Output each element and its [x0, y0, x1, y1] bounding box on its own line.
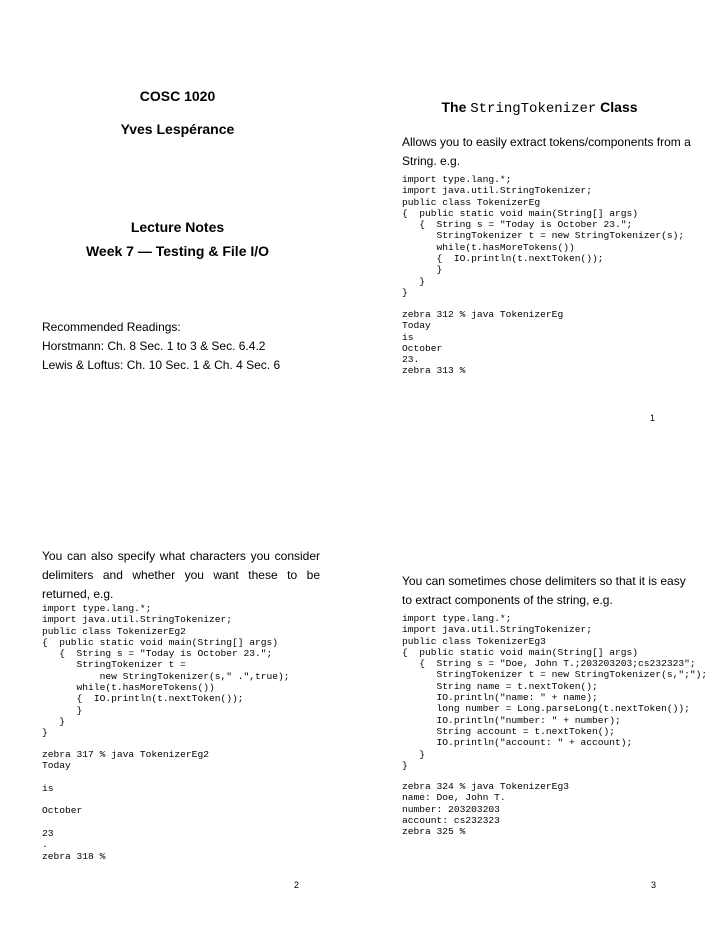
output-line: zebra 325 %	[402, 826, 466, 838]
output-line: is	[402, 331, 414, 343]
code-line: }	[42, 715, 66, 727]
slide3-output	[402, 781, 569, 837]
slide1-title	[402, 98, 677, 118]
output-line: Today	[42, 760, 71, 772]
slide3-intro: You can sometimes chose delimiters so that it is easy to extract components of the string, e.g.	[402, 574, 686, 607]
code-line: import type.lang.*;	[402, 174, 512, 185]
output-line: zebra 318 %	[42, 850, 106, 862]
slide1-title-pre: The	[441, 99, 467, 115]
code-line: public class TokenizerEg2	[42, 625, 186, 637]
page-number-1: 1	[650, 413, 656, 423]
code-line: }	[402, 275, 426, 287]
code-line: IO.println("account: " + account);	[402, 737, 633, 749]
week-title: Week 7 — Testing & File I/O	[85, 243, 270, 259]
output-line: is	[42, 782, 54, 794]
output-line: October	[402, 342, 443, 354]
output-line: name: Doe, John T.	[402, 792, 506, 804]
code-line: StringTokenizer t =	[42, 659, 186, 671]
output-line: zebra 313 %	[402, 365, 466, 377]
code-line: { IO.println(t.nextToken());	[42, 693, 244, 705]
code-line: }	[402, 759, 408, 771]
code-line: { IO.println(t.nextToken());	[402, 253, 604, 265]
code-line: String account = t.nextToken();	[402, 725, 616, 737]
recommended-readings	[42, 318, 342, 375]
slide1-title-post: Class	[600, 99, 638, 115]
code-line: import java.util.StringTokenizer;	[402, 624, 592, 636]
output-line: zebra 312 % java TokenizerEg	[402, 309, 564, 320]
readings-title: Recommended Readings:	[42, 320, 181, 334]
code-line: new StringTokenizer(s," .",true);	[42, 670, 290, 682]
reading-item: Lewis & Loftus: Ch. 10 Sec. 1 & Ch. 4 Sec. 6	[42, 358, 281, 372]
code-line: StringTokenizer t = new StringTokenizer(s,";");	[402, 669, 708, 681]
slide1-output	[402, 309, 563, 377]
code-line: { String s = "Today is October 23.";	[402, 219, 633, 231]
lecture-notes-heading: Lecture Notes	[130, 219, 225, 235]
output-line: 23	[42, 828, 54, 840]
output-line: .	[42, 839, 48, 851]
output-line: account: cs232323	[402, 814, 500, 826]
code-line: long number = Long.parseLong(t.nextToken());	[402, 703, 690, 715]
output-line: 23.	[402, 354, 420, 366]
code-line: { String s = "Doe, John T.;203203203;cs232323";	[402, 658, 696, 670]
reading-item: Horstmann: Ch. 8 Sec. 1 to 3 & Sec. 6.4.2	[42, 339, 266, 353]
code-line: String name = t.nextToken();	[402, 680, 598, 692]
code-line: }	[402, 748, 426, 760]
code-line: { String s = "Today is October 23.";	[42, 648, 273, 660]
slide1-code	[402, 174, 684, 298]
code-line: }	[42, 727, 48, 739]
slide1-intro: Allows you to easily extract tokens/components from a String. e.g.	[402, 135, 691, 168]
slide2-intro: You can also specify what characters you consider delimiters and whether you want these to be returned, e.g.	[42, 549, 320, 601]
code-line: import type.lang.*;	[402, 613, 512, 624]
code-line: }	[42, 704, 83, 716]
code-line: { public static void main(String[] args)	[42, 636, 279, 648]
course-code: COSC 1020	[139, 88, 216, 104]
code-line: IO.println("number: " + number);	[402, 714, 621, 726]
slide2-output	[42, 749, 209, 862]
slide3-code	[402, 613, 707, 771]
output-line: Today	[402, 320, 431, 332]
code-line: public class TokenizerEg3	[402, 635, 546, 647]
page-number-3: 3	[651, 880, 657, 890]
code-line: while(t.hasMoreTokens())	[42, 682, 215, 694]
slide1-title-class: StringTokenizer	[470, 101, 597, 117]
code-line: import type.lang.*;	[42, 603, 152, 614]
code-line: import java.util.StringTokenizer;	[402, 185, 592, 197]
code-line: { public static void main(String[] args)	[402, 646, 639, 658]
code-line: StringTokenizer t = new StringTokenizer(s);	[402, 230, 685, 242]
author-name: Yves Lespérance	[120, 121, 235, 137]
page-number-2: 2	[294, 880, 300, 890]
code-line: public class TokenizerEg	[402, 196, 541, 208]
code-line: }	[402, 286, 408, 298]
output-line: zebra 324 % java TokenizerEg3	[402, 781, 569, 792]
code-line: while(t.hasMoreTokens())	[402, 241, 575, 253]
output-line: zebra 317 % java TokenizerEg2	[42, 749, 209, 760]
code-line: { public static void main(String[] args)	[402, 207, 639, 219]
output-line: October	[42, 805, 83, 817]
slide2-code	[42, 603, 290, 739]
code-line: }	[402, 264, 443, 276]
code-line: IO.println("name: " + name);	[402, 692, 598, 704]
code-line: import java.util.StringTokenizer;	[42, 614, 232, 626]
output-line: number: 203203203	[402, 803, 500, 815]
